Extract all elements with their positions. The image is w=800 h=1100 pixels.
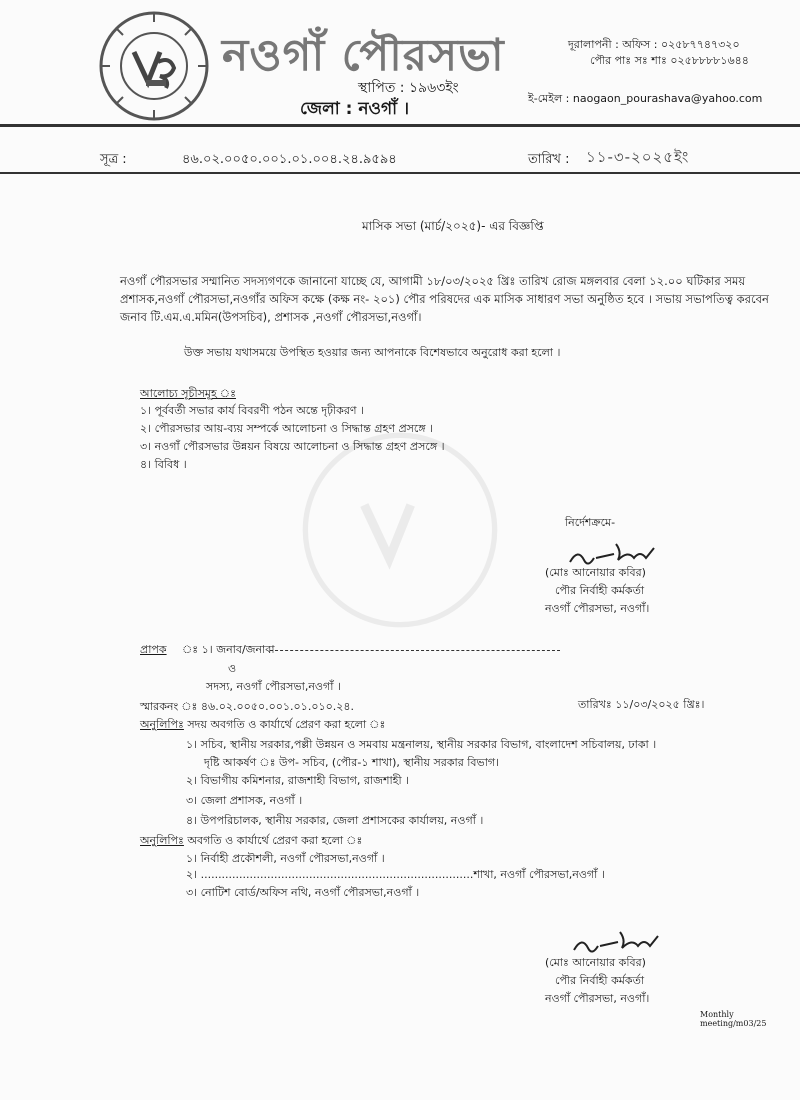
copy-to-label-2: অনুলিপিঃ (140, 834, 184, 847)
copy-item: ২। বিভাগীয় কমিশনার, রাজশাহী বিভাগ, রাজশাহী । (186, 774, 410, 787)
recipient-blank (270, 650, 560, 651)
copy-to-label: অনুলিপিঃ (140, 718, 184, 731)
established-year: স্থাপিত : ১৯৬৩ইং (358, 80, 459, 96)
copy-to-title-2 (140, 834, 362, 848)
directed-by: নির্দেশক্রমে- (565, 516, 616, 529)
email: ই-মেইল : naogaon_pourashava@yahoo.com (528, 92, 763, 105)
agenda-item: ১। পূর্ববর্তী সভার কার্য বিবরণী পঠন অন্তে দৃঢ়ীকরণ । (140, 404, 365, 417)
agenda-item: ৩। নওগাঁ পৌরসভার উন্নয়ন বিষয়ে আলোচনা ও সিদ্ধান্ত গ্রহণ প্রসঙ্গে । (140, 440, 445, 453)
district: জেলা : নওগাঁ । (300, 99, 410, 119)
copy-item-attention: দৃষ্টি আকর্ষণ ঃ উপ- সচিব, (পৌর-১ শাখা), স্থানীয় সরকার বিভাগ। (204, 756, 500, 769)
copy-item: ১। সচিব, স্থানীয় সরকার,পল্লী উন্নয়ন ও সমবায় মন্ত্রনালয়, স্থানীয় সরকার বিভাগ, বাংলাদেশ সচিবালয়, ঢাকা । (186, 738, 657, 751)
copy-item: ৪। উপপরিচালক, স্থানীয় সরকার, জেলা প্রশাসকের কার্যালয়, নওগাঁ । (186, 814, 484, 827)
copy-item: ৩। জেলা প্রশাসক, নওগাঁ । (186, 794, 303, 807)
copy-to-title-rest: সদয় অবগতি ও কার্যার্থে প্রেরণ করা হলো ঃ (183, 718, 386, 731)
signatory-office: নওগাঁ পৌরসভা, নওগাঁ। (545, 602, 650, 615)
copy-item-2: ২। ..............................................................................শাখা, নওগাঁ পৌরসভা,নওগাঁ । (186, 868, 605, 881)
signatory-designation-2: পৌর নির্বাহী কর্মকর্তা (555, 974, 645, 987)
date-value-handwritten: ১১-৩-২০২৫ইং (586, 148, 690, 166)
signature-mark-2 (570, 928, 666, 958)
municipality-seal-logo (98, 10, 210, 122)
copy-to-title (140, 718, 385, 732)
org-name: নওগাঁ পৌরসভা (222, 30, 505, 81)
body-paragraph: নওগাঁ পৌরসভার সম্মানিত সদস্যগণকে জানানো যাচ্ছে যে, আগামী ১৮/০৩/২০২৫ খ্রিঃ তারিখ রোজ মঙ্গলবার বেলা ১২.০০ ঘটিকার সময় প্রশাসক,নওগাঁ পৌরসভা,নওগাঁর অফিস কক্ষে (কক্ষ নং- ২০১) পৌর পরিষদের এক মাসিক সাধারণ সভা অনুষ্ঠিত হবে । সভায় সভাপতিত্ব করবেন জনাব টি.এম.এ.মমিন(উপসচিব), প্রশাসক ,নওগাঁ পৌরসভা,নওগাঁ। (120, 274, 769, 324)
phone-office: দূরালাপনী : অফিস : ০২৫৮৭৭৪৭৩২০ (568, 38, 740, 51)
signatory-name-2: (মোঃ আনোয়ার কবির) (545, 956, 646, 969)
date-label: তারিখ : (528, 152, 570, 167)
copy-item-2: ১। নির্বাহী প্রকৌশলী, নওগাঁ পৌরসভা,নওগাঁ । (186, 852, 385, 865)
footer-file-note: Monthly meeting/m03/25 (700, 1010, 767, 1028)
memo2-date: তারিখঃ ১১/০৩/২০২৫ খ্রিঃ। (578, 698, 705, 711)
recipient-line: ঃ ১। জনাব/জনাবা (182, 643, 275, 656)
agenda-title: আলোচ্য সূচীসমূহ ঃ (140, 387, 236, 400)
memo-rule (0, 172, 800, 174)
agenda-item: ৪। বিবিধ । (140, 458, 187, 471)
memo-label: সূত্র : (100, 152, 127, 167)
request-line: উক্ত সভায় যথাসময়ে উপস্থিত হওয়ার জন্য আপনাকে বিশেষভাবে অনুরোধ করা হলো । (184, 346, 561, 359)
copy-to-title-rest-2: অবগতি ও কার্যার্থে প্রেরণ করা হলো ঃ (183, 834, 363, 847)
header-rule (0, 124, 800, 127)
phone-mayor: পৌর পাঃ সঃ শাঃ ০২৫৮৮৮৮১৬৪৪ (590, 54, 749, 67)
signatory-office-2: নওগাঁ পৌরসভা, নওগাঁ। (545, 992, 650, 1005)
signatory-name: (মোঃ আনোয়ার কবির) (545, 566, 646, 579)
recipient-member: সদস্য, নওগাঁ পৌরসভা,নওগাঁ । (206, 680, 341, 693)
agenda-item: ২। পৌরসভার আয়-ব্যয় সম্পর্কে আলোচনা ও সিদ্ধান্ত গ্রহণ প্রসঙ্গে । (140, 422, 434, 435)
copy-item-2: ৩। নোটিশ বোর্ড/অফিস নথি, নওগাঁ পৌরসভা,নওগাঁ । (186, 886, 420, 899)
recipient-and: ও (228, 662, 237, 675)
watermark-seal (300, 430, 500, 630)
signatory-designation: পৌর নির্বাহী কর্মকর্তা (555, 584, 645, 597)
memo-number: ৪৬.০২.০০৫০.০০১.০১.০০৪.২৪.৯৫৯৪ (182, 152, 397, 167)
recipient-label: প্রাপক (140, 643, 167, 656)
memo2-number: স্মারকনং ঃ ৪৬.০২.০০৫০.০০১.০১.০১০.২৪. (140, 700, 355, 713)
subject: মাসিক সভা (মার্চ/২০২৫)- এর বিজ্ঞপ্তি (362, 219, 544, 233)
